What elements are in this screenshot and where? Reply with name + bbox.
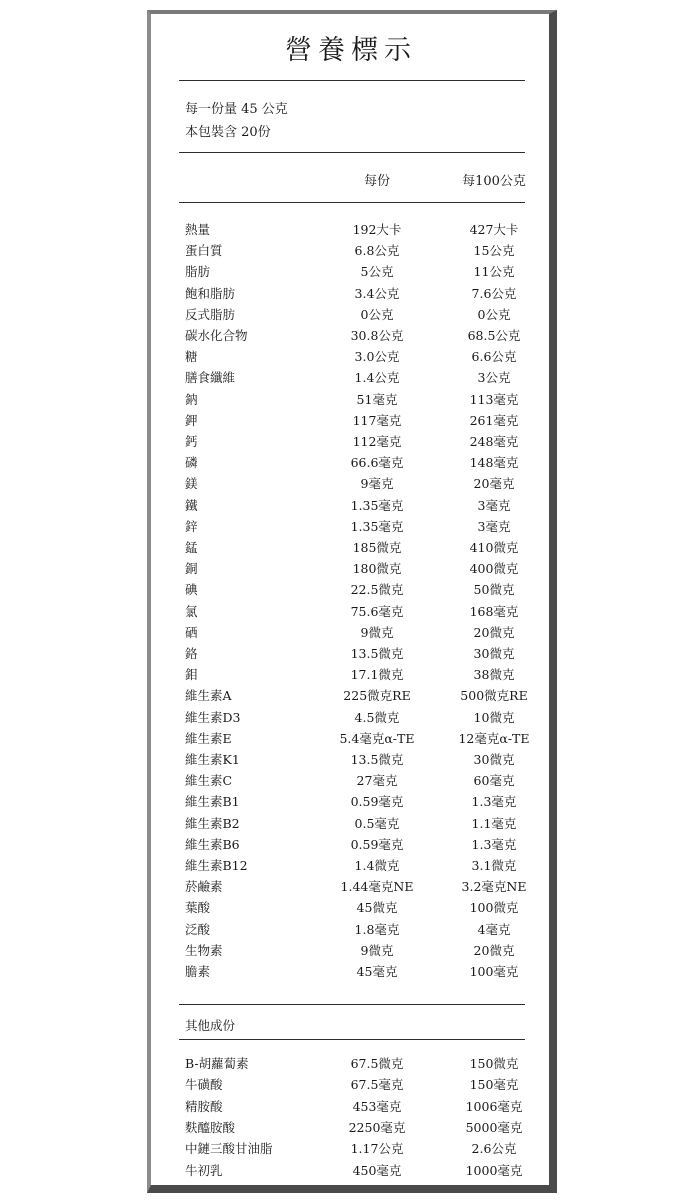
nutrient-name: 葉酸 [185, 900, 211, 916]
per-serving-value: 0.59毫克 [350, 836, 404, 852]
table-row [177, 708, 525, 729]
per-100g-value: 30微克 [473, 646, 515, 661]
per-100g-value: 4毫克 [477, 921, 511, 937]
per-100g-value: 113毫克 [469, 391, 519, 407]
nutrient-name: 麩醯胺酸 [185, 1119, 236, 1135]
per-100g-value: 1000毫克 [465, 1162, 523, 1178]
servings-per-pack: 本包裝含 20份 [185, 125, 271, 140]
per-serving-value: 450毫克 [352, 1162, 402, 1178]
per-serving-value: 45微克 [356, 900, 398, 916]
table-row [177, 644, 525, 665]
nutrient-name: 泛酸 [185, 921, 211, 937]
per-100g-value: 1006毫克 [465, 1098, 523, 1114]
per-serving-value: 1.44毫克NE [340, 879, 414, 895]
per-serving-value: 13.5微克 [350, 646, 404, 661]
per-100g-value: 0公克 [477, 306, 511, 322]
per-serving-value: 27毫克 [356, 773, 398, 789]
nutrient-name: 碳水化合物 [185, 328, 248, 343]
per-serving-value: 17.1微克 [350, 667, 404, 683]
table-row [177, 962, 525, 983]
per-serving-value: 453毫克 [352, 1098, 402, 1114]
nutrient-name: 維生素C [185, 773, 233, 789]
table-row [177, 580, 525, 601]
nutrient-name: 維生素E [185, 730, 232, 746]
nutrient-name: 中鏈三酸甘油脂 [185, 1141, 273, 1157]
per-serving-value: 0.59毫克 [350, 794, 404, 810]
per-serving-value: 0.5毫克 [354, 815, 400, 831]
nutrient-name: 生物素 [185, 942, 223, 958]
nutrient-name: 牛初乳 [185, 1162, 223, 1178]
label-title: 營養標示 [285, 35, 417, 66]
per-serving-value: 45毫克 [356, 964, 398, 979]
per-serving-value: 225微克RE [343, 688, 411, 704]
table-row [177, 496, 525, 517]
per-serving-value: 51毫克 [356, 391, 398, 407]
per-100g-value: 3公克 [477, 370, 511, 386]
table-row [177, 241, 525, 262]
nutrient-name: 精胺酸 [185, 1098, 223, 1114]
header-divider [179, 202, 525, 203]
table-row [177, 814, 525, 835]
per-serving-value: 0公克 [360, 306, 394, 322]
nutrient-name: 熱量 [185, 222, 211, 237]
other-ingredients-heading: 其他成份 [185, 1018, 236, 1033]
per-serving-value: 13.5微克 [350, 752, 404, 767]
table-row [177, 1161, 525, 1182]
per-100g-value: 427大卡 [469, 222, 519, 237]
per-serving-value: 192大卡 [352, 222, 402, 237]
nutrient-name: 脂肪 [185, 264, 211, 280]
table-row [177, 792, 525, 813]
per-serving-value: 67.5毫克 [350, 1077, 404, 1093]
column-header-per-100g: 每100公克 [462, 174, 526, 189]
title-divider [179, 80, 525, 81]
table-row [177, 898, 525, 919]
nutrient-name: 維生素B2 [185, 815, 240, 831]
table-row [177, 347, 525, 368]
per-serving-value: 112毫克 [352, 434, 402, 449]
per-serving-value: 3.0公克 [354, 349, 400, 365]
nutrient-name: 維生素B1 [185, 794, 240, 810]
per-serving-value: 117毫克 [352, 412, 402, 428]
per-serving-value: 5公克 [360, 264, 394, 280]
nutrient-name: 鉀 [185, 412, 198, 428]
nutrient-name: 膳食纖維 [185, 370, 236, 386]
nutrition-label-panel [147, 10, 557, 1193]
table-row [177, 1097, 525, 1118]
per-serving-value: 5.4毫克α-TE [339, 730, 415, 746]
table-row [177, 623, 525, 644]
nutrient-name: 鎂 [185, 476, 198, 492]
serving-divider [179, 152, 525, 153]
per-serving-value: 185微克 [352, 540, 402, 555]
nutrient-name: 飽和脂肪 [185, 285, 236, 301]
table-row [177, 920, 525, 941]
table-row [177, 517, 525, 538]
nutrient-name: 硒 [185, 624, 198, 640]
per-100g-value: 7.6公克 [471, 285, 517, 301]
nutrient-name: 反式脂肪 [185, 306, 236, 322]
table-row [177, 602, 525, 623]
per-serving-value: 2250毫克 [348, 1119, 406, 1135]
per-serving-value: 6.8公克 [354, 243, 400, 259]
per-100g-value: 30微克 [473, 752, 515, 767]
nutrient-name: 氯 [185, 603, 198, 619]
per-100g-value: 50微克 [473, 582, 515, 598]
table-row [177, 559, 525, 580]
per-100g-value: 60毫克 [473, 773, 515, 789]
per-100g-value: 1.3毫克 [471, 836, 517, 852]
nutrient-name: 鈉 [185, 391, 198, 407]
per-100g-value: 168毫克 [469, 603, 519, 619]
per-100g-value: 10微克 [473, 709, 515, 725]
table-row [177, 835, 525, 856]
serving-size: 每一份量 45 公克 [185, 102, 288, 117]
table-row [177, 771, 525, 792]
table-row [177, 1118, 525, 1139]
nutrient-name: 鐵 [185, 497, 198, 513]
per-serving-value: 1.17公克 [350, 1141, 404, 1157]
nutrient-name: 蛋白質 [185, 243, 223, 259]
per-100g-value: 148毫克 [469, 455, 519, 471]
nutrient-name: 維生素B6 [185, 836, 240, 852]
nutrient-name: 錳 [185, 540, 198, 555]
per-100g-value: 20毫克 [473, 476, 515, 492]
table-row [177, 750, 525, 771]
per-serving-value: 3.4公克 [354, 285, 400, 301]
nutrient-name: 碘 [185, 582, 198, 598]
per-100g-value: 1.1毫克 [471, 815, 517, 831]
per-100g-value: 20微克 [473, 942, 515, 958]
per-100g-value: 150微克 [469, 1056, 519, 1071]
per-100g-value: 248毫克 [469, 434, 519, 449]
nutrient-name: B-胡蘿蔔素 [185, 1056, 249, 1071]
nutrient-name: 維生素D3 [185, 709, 241, 725]
table-row [177, 538, 525, 559]
per-100g-value: 500微克RE [460, 688, 528, 704]
per-serving-value: 9微克 [360, 624, 394, 640]
table-row [177, 729, 530, 750]
table-row [177, 1139, 525, 1160]
nutrient-name: 鈣 [185, 434, 198, 449]
table-row [177, 453, 525, 474]
nutrient-name: 磷 [185, 455, 198, 471]
other-ingredients-divider [179, 1039, 525, 1040]
per-100g-value: 3毫克 [477, 497, 511, 513]
nutrient-name: 牛磺酸 [185, 1077, 223, 1093]
per-100g-value: 150毫克 [469, 1077, 519, 1093]
per-serving-value: 180微克 [352, 561, 402, 577]
table-row [177, 941, 525, 962]
per-100g-value: 100毫克 [469, 964, 519, 979]
per-serving-value: 9微克 [360, 942, 394, 958]
nutrient-name: 維生素K1 [185, 752, 240, 767]
table-row [177, 326, 525, 347]
per-serving-value: 1.8毫克 [354, 921, 400, 937]
per-serving-value: 66.6毫克 [350, 455, 404, 471]
table-row [177, 686, 528, 707]
per-serving-value: 1.4微克 [354, 858, 400, 873]
table-row [177, 390, 525, 411]
nutrient-name: 鉻 [185, 646, 198, 661]
table-row [177, 411, 525, 432]
per-100g-value: 20微克 [473, 624, 515, 640]
nutrient-name: 維生素A [185, 688, 232, 704]
column-header-per-serving: 每份 [363, 174, 390, 189]
per-100g-value: 400微克 [469, 561, 519, 577]
nutrient-name: 鉬 [185, 667, 198, 683]
per-serving-value: 4.5微克 [354, 709, 400, 725]
per-100g-value: 3.2毫克NE [461, 879, 527, 895]
per-serving-value: 1.4公克 [354, 370, 400, 386]
per-100g-value: 2.6公克 [471, 1141, 517, 1157]
per-100g-value: 6.6公克 [471, 349, 517, 365]
nutrient-name: 銅 [185, 561, 198, 577]
per-serving-value: 9毫克 [360, 476, 394, 492]
per-100g-value: 11公克 [473, 264, 515, 280]
per-100g-value: 1.3毫克 [471, 794, 517, 810]
table-row [177, 856, 525, 877]
per-serving-value: 1.35毫克 [350, 497, 404, 513]
per-100g-value: 410微克 [469, 540, 519, 555]
per-serving-value: 1.35毫克 [350, 518, 404, 534]
per-100g-value: 38微克 [473, 667, 515, 683]
per-100g-value: 100微克 [469, 900, 519, 916]
table-row [177, 1054, 525, 1075]
table-row [177, 284, 525, 305]
nutrient-name: 膽素 [185, 964, 211, 979]
per-100g-value: 68.5公克 [467, 328, 521, 343]
per-serving-value: 30.8公克 [350, 328, 404, 343]
table-row [177, 368, 525, 389]
table-row [177, 877, 525, 898]
table-row [177, 305, 525, 326]
nutrient-name: 鋅 [185, 518, 198, 534]
per-100g-value: 15公克 [473, 243, 515, 259]
table-row [177, 1075, 525, 1096]
table-row [177, 432, 525, 453]
per-serving-value: 75.6毫克 [350, 603, 404, 619]
per-100g-value: 5000毫克 [465, 1119, 523, 1135]
nutrient-name: 菸鹼素 [185, 879, 223, 895]
per-serving-value: 67.5微克 [350, 1056, 404, 1071]
nutrient-name: 維生素B12 [185, 858, 248, 873]
per-serving-value: 22.5微克 [350, 582, 404, 598]
per-100g-value: 3.1微克 [471, 858, 517, 873]
nutrients-end-divider [179, 1004, 525, 1005]
table-row [177, 665, 525, 686]
nutrient-name: 糖 [185, 349, 198, 365]
per-100g-value: 12毫克α-TE [458, 730, 530, 746]
table-row [177, 474, 525, 495]
per-100g-value: 3毫克 [477, 518, 511, 534]
table-row [177, 220, 525, 241]
per-100g-value: 261毫克 [469, 412, 519, 428]
table-row [177, 262, 525, 283]
